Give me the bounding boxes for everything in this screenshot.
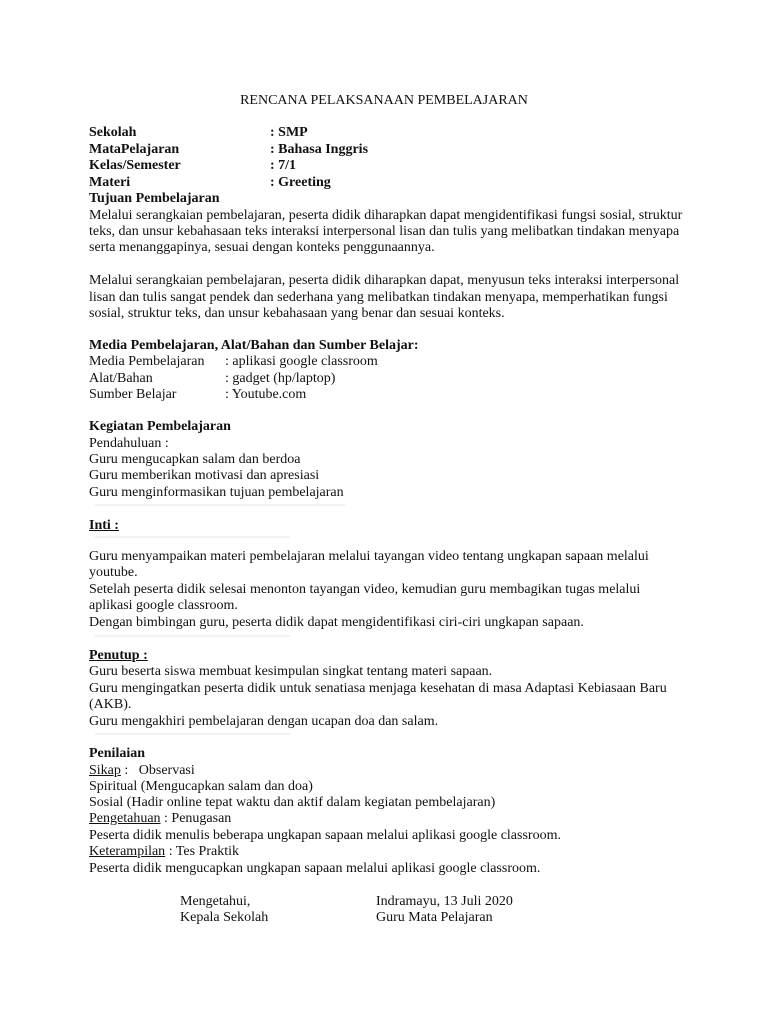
penilaian-heading: Penilaian bbox=[89, 746, 146, 761]
text-line: Dengan bimbingan guru, peserta didik dapat mengidentifikasi ciri-ciri ungkapan sapaan. bbox=[89, 615, 584, 630]
meta-label: Materi bbox=[89, 175, 131, 190]
text-line: Melalui serangkaian pembelajaran, peserta didik diharapkan dapat, menyusun teks interaksi interpersonal bbox=[89, 273, 680, 288]
penutup-heading: Penutup : bbox=[89, 648, 148, 663]
signature-left-1: Mengetahui, bbox=[180, 894, 251, 909]
document-title: RENCANA PELAKSANAAN PEMBELAJARAN bbox=[240, 93, 528, 108]
signature-left-2: Kepala Sekolah bbox=[180, 910, 269, 925]
text-line: Setelah peserta didik selesai menonton tayangan video, kemudian guru membagikan tugas melalui bbox=[89, 582, 641, 597]
divider bbox=[95, 504, 345, 506]
kegiatan-heading: Kegiatan Pembelajaran bbox=[89, 419, 231, 434]
keterampilan-label: Keterampilan bbox=[89, 844, 166, 859]
pengetahuan-label: Pengetahuan bbox=[89, 811, 161, 826]
sikap-row bbox=[89, 763, 195, 779]
text-line: sosial, struktur teks, dan unsur kebahasaan yang benar dan sesuai konteks. bbox=[89, 306, 505, 321]
signature-right-1: Indramayu, 13 Juli 2020 bbox=[376, 894, 513, 909]
media-value: : gadget (hp/laptop) bbox=[225, 371, 336, 386]
media-value: : aplikasi google classroom bbox=[225, 354, 378, 369]
text-line: Guru mengucapkan salam dan berdoa bbox=[89, 452, 301, 467]
meta-value: : Bahasa Inggris bbox=[270, 142, 369, 157]
meta-value: : Greeting bbox=[270, 175, 331, 190]
media-label: Alat/Bahan bbox=[89, 371, 153, 386]
meta-label: Kelas/Semester bbox=[89, 158, 181, 173]
text-line: Sosial (Hadir online tepat waktu dan aktif dalam kegiatan pembelajaran) bbox=[89, 795, 496, 810]
text-line: Guru mengakhiri pembelajaran dengan ucapan doa dan salam. bbox=[89, 714, 439, 729]
sikap-value: : Observasi bbox=[120, 763, 195, 778]
sikap-label: Sikap bbox=[89, 763, 121, 778]
pengetahuan-value: : Penugasan bbox=[160, 811, 232, 826]
text-line: (AKB). bbox=[89, 697, 132, 712]
keterampilan-row bbox=[89, 844, 239, 860]
text-line: Guru menginformasikan tujuan pembelajaran bbox=[89, 485, 344, 500]
text-line: Spiritual (Mengucapkan salam dan doa) bbox=[89, 779, 313, 794]
media-value: : Youtube.com bbox=[225, 387, 307, 402]
text-line: youtube. bbox=[89, 565, 138, 580]
text-line: Guru beserta siswa membuat kesimpulan singkat tentang materi sapaan. bbox=[89, 664, 493, 679]
text-line: teks, dan unsur kebahasaan teks interaksi interpersonal lisan dan tulis yang melibatkan tindakan menyapa bbox=[89, 224, 680, 239]
divider bbox=[95, 733, 290, 735]
text-line: Peserta didik menulis beberapa ungkapan sapaan melalui aplikasi google classroom. bbox=[89, 828, 561, 843]
text-line: lisan dan tulis sangat pendek dan sederhana yang melibatkan tindakan menyapa, memperhatikan fungsi bbox=[89, 290, 668, 305]
tujuan-heading: Tujuan Pembelajaran bbox=[89, 191, 220, 206]
meta-value: : 7/1 bbox=[270, 158, 297, 173]
media-label: Media Pembelajaran bbox=[89, 354, 205, 369]
text-line: Guru memberikan motivasi dan apresiasi bbox=[89, 468, 320, 483]
text-line: Peserta didik mengucapkan ungkapan sapaan melalui aplikasi google classroom. bbox=[89, 861, 541, 876]
keterampilan-value: : Tes Praktik bbox=[165, 844, 240, 859]
pengetahuan-row bbox=[89, 811, 231, 827]
text-line: Guru menyampaikan materi pembelajaran melalui tayangan video tentang ungkapan sapaan melalui bbox=[89, 549, 649, 564]
media-label: Sumber Belajar bbox=[89, 387, 177, 402]
meta-label: MataPelajaran bbox=[89, 142, 180, 157]
divider bbox=[95, 635, 290, 637]
media-heading: Media Pembelajaran, Alat/Bahan dan Sumber Belajar: bbox=[89, 338, 419, 353]
text-line: serta menanggapinya, sesuai dengan konteks penggunaannya. bbox=[89, 240, 435, 255]
text-line: aplikasi google classroom. bbox=[89, 598, 238, 613]
text-line: Guru mengingatkan peserta didik untuk senatiasa menjaga kesehatan di masa Adaptasi Kebiasaan Baru bbox=[89, 681, 667, 696]
inti-heading: Inti : bbox=[89, 518, 119, 533]
signature-right-2: Guru Mata Pelajaran bbox=[376, 910, 493, 925]
meta-label: Sekolah bbox=[89, 125, 137, 140]
divider bbox=[95, 536, 290, 538]
text-line: Melalui serangkaian pembelajaran, peserta didik diharapkan dapat mengidentifikasi fungsi sosial, struktur bbox=[89, 208, 683, 223]
pendahuluan-label: Pendahuluan : bbox=[89, 436, 169, 451]
meta-value: : SMP bbox=[270, 125, 308, 140]
